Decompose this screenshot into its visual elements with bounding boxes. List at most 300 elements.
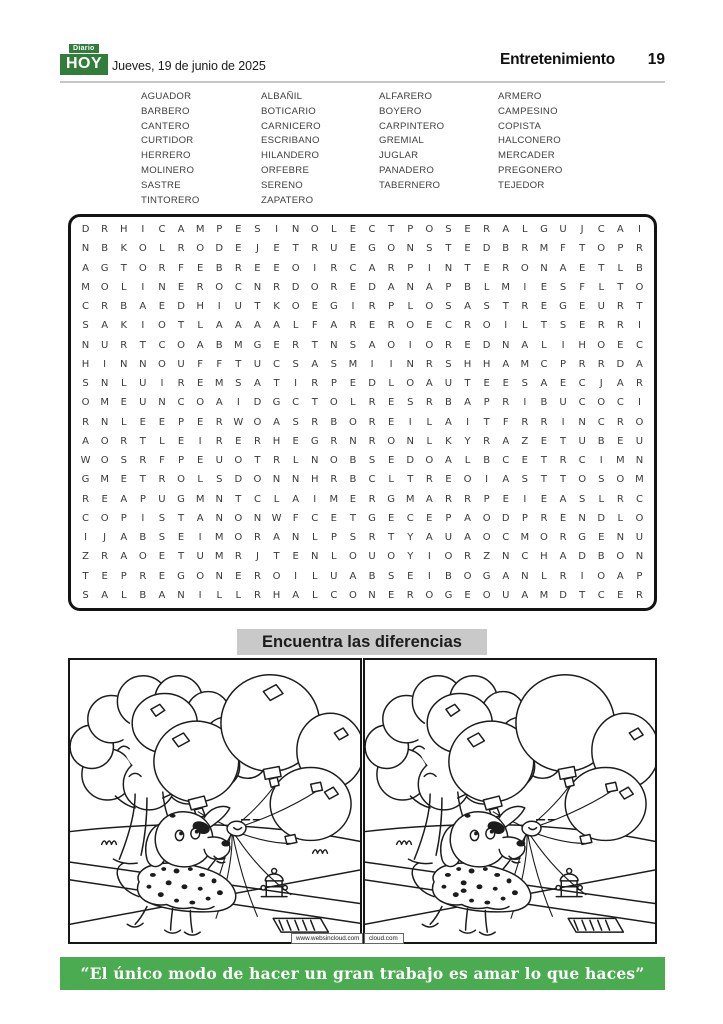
grid-cell: T <box>311 397 318 409</box>
grid-cell: S <box>407 397 414 409</box>
grid-cell: E <box>617 435 624 447</box>
grid-cell: R <box>177 243 185 255</box>
grid-cell: B <box>483 455 491 467</box>
grid-cell: R <box>234 551 242 563</box>
grid-cell: E <box>540 435 548 447</box>
grid-cell: U <box>100 339 109 351</box>
grid-cell: S <box>521 474 529 486</box>
grid-cell: E <box>254 262 261 274</box>
grid-cell: R <box>158 262 166 274</box>
grid-cell: P <box>483 493 490 505</box>
issue-date: Jueves, 19 de junio de 2025 <box>112 59 266 73</box>
grid-cell: U <box>330 570 338 582</box>
grid-cell: S <box>82 320 89 332</box>
grid-cell: E <box>617 339 624 351</box>
grid-cell: I <box>141 281 145 293</box>
grid-cell: E <box>483 262 490 274</box>
grid-cell: E <box>196 378 204 390</box>
grid-cell: B <box>445 397 452 409</box>
grid-cell: T <box>388 532 395 544</box>
grid-cell: A <box>215 320 223 332</box>
grid-cell: Y <box>407 551 414 563</box>
grid-cell: R <box>464 551 472 563</box>
grid-cell: R <box>387 320 395 332</box>
grid-cell: B <box>120 301 128 313</box>
grid-cell: R <box>521 243 529 255</box>
grid-cell: E <box>330 512 337 524</box>
grid-cell: T <box>292 243 299 255</box>
grid-cell: R <box>215 435 223 447</box>
word-item: CAMPESINO <box>498 105 558 117</box>
grid-cell: F <box>159 455 165 467</box>
grid-cell: U <box>253 358 262 370</box>
grid-cell: G <box>368 512 376 524</box>
grid-cell: E <box>502 493 509 505</box>
grid-cell: M <box>539 243 549 255</box>
grid-cell: C <box>597 589 605 601</box>
grid-cell: R <box>559 532 567 544</box>
grid-cell: A <box>120 532 128 544</box>
grid-cell: E <box>158 416 166 428</box>
grid-cell: B <box>597 435 605 447</box>
grid-cell: R <box>444 339 452 351</box>
grid-cell: C <box>578 378 586 390</box>
grid-cell: I <box>427 262 431 274</box>
grid-cell: L <box>216 589 223 601</box>
grid-cell: A <box>196 339 204 351</box>
grid-cell: E <box>521 455 528 467</box>
grid-cell: N <box>291 474 300 486</box>
grid-cell: A <box>425 378 433 390</box>
word-search-grid <box>68 214 657 611</box>
grid-cell: A <box>254 378 261 390</box>
grid-cell: P <box>139 493 146 505</box>
grid-cell: O <box>616 551 625 563</box>
grid-cell: C <box>368 474 376 486</box>
grid-cell: G <box>540 224 548 236</box>
grid-cell: D <box>368 378 376 390</box>
grid-cell: T <box>254 455 261 467</box>
grid-cell: N <box>406 435 414 447</box>
grid-cell: D <box>559 589 567 601</box>
grid-cell: S <box>158 532 166 544</box>
grid-cell: E <box>196 416 204 428</box>
grid-cell: K <box>120 320 128 332</box>
grid-cell: O <box>349 589 357 601</box>
grid-cell: E <box>559 512 567 524</box>
grid-cell: I <box>313 493 317 505</box>
grid-cell: E <box>349 281 357 293</box>
grid-cell: U <box>444 532 453 544</box>
grid-cell: O <box>425 455 434 467</box>
grid-cell: E <box>617 589 624 601</box>
grid-cell: J <box>103 532 107 544</box>
grid-cell: T <box>598 262 605 274</box>
grid-cell: E <box>578 320 586 332</box>
grid-cell: I <box>103 358 107 370</box>
logo-main-label: HOY <box>60 54 108 75</box>
grid-cell: H <box>463 358 472 370</box>
grid-cell: M <box>520 532 530 544</box>
grid-cell: A <box>292 493 300 505</box>
grid-cell: D <box>597 512 606 524</box>
grid-cell: E <box>158 551 166 563</box>
grid-cell: O <box>138 551 147 563</box>
grid-cell: E <box>196 455 204 467</box>
grid-cell: S <box>82 378 89 390</box>
grid-cell: A <box>616 570 624 582</box>
grid-cell: N <box>81 243 90 255</box>
grid-cell: I <box>637 224 641 236</box>
word-item: CANTERO <box>141 120 190 132</box>
grid-cell: O <box>196 570 205 582</box>
grid-cell: E <box>273 262 280 274</box>
grid-cell: N <box>578 416 586 428</box>
grid-cell: R <box>616 320 624 332</box>
grid-cell: C <box>540 358 548 370</box>
grid-cell: O <box>387 435 396 447</box>
grid-cell: I <box>275 224 279 236</box>
grid-cell: O <box>482 320 491 332</box>
grid-cell: D <box>578 551 586 563</box>
grid-cell: O <box>616 474 625 486</box>
grid-cell: R <box>616 416 624 428</box>
grid-cell: C <box>82 512 90 524</box>
grid-cell: D <box>81 224 90 236</box>
grid-cell: T <box>540 320 547 332</box>
grid-cell: R <box>616 493 624 505</box>
grid-cell: N <box>253 512 262 524</box>
grid-cell: O <box>597 243 606 255</box>
grid-cell: E <box>120 474 127 486</box>
grid-cell: A <box>254 320 261 332</box>
grid-cell: E <box>235 243 242 255</box>
grid-cell: O <box>158 320 166 332</box>
grid-cell: E <box>464 243 471 255</box>
quote-banner: “El único modo de hacer un gran trabajo es amar lo que haces” <box>60 957 665 990</box>
grid-cell: C <box>406 512 414 524</box>
grid-cell: I <box>141 224 145 236</box>
grid-cell: Y <box>407 532 414 544</box>
grid-cell: A <box>559 493 567 505</box>
grid-cell: D <box>501 512 510 524</box>
grid-cell: R <box>196 281 204 293</box>
grid-cell: B <box>636 262 643 274</box>
grid-cell: I <box>580 570 584 582</box>
grid-cell: C <box>330 589 338 601</box>
grid-cell: F <box>579 281 586 293</box>
grid-cell: O <box>349 551 357 563</box>
grid-cell: M <box>81 281 90 293</box>
grid-cell: E <box>349 243 357 255</box>
grid-cell: O <box>578 474 587 486</box>
grid-cell: R <box>349 320 357 332</box>
grid-cell: R <box>464 320 472 332</box>
grid-cell: T <box>579 243 586 255</box>
grid-cell: R <box>406 589 414 601</box>
grid-cell: S <box>483 301 490 313</box>
grid-cell: S <box>559 281 567 293</box>
grid-cell: D <box>215 243 224 255</box>
grid-cell: A <box>502 474 510 486</box>
difference-image-left <box>68 658 362 944</box>
grid-cell: E <box>311 301 318 313</box>
grid-cell: O <box>463 570 472 582</box>
grid-cell: P <box>120 512 127 524</box>
grid-cell: T <box>82 570 89 582</box>
grid-cell: A <box>502 358 510 370</box>
grid-cell: R <box>540 512 548 524</box>
grid-cell: A <box>273 416 280 428</box>
grid-cell: B <box>445 570 452 582</box>
grid-cell: L <box>331 224 337 236</box>
grid-cell: R <box>311 378 319 390</box>
grid-cell: T <box>139 474 146 486</box>
grid-cell: G <box>482 570 491 582</box>
grid-cell: E <box>426 512 433 524</box>
grid-cell: R <box>82 416 90 428</box>
grid-cell: P <box>521 512 528 524</box>
grid-cell: I <box>561 339 565 351</box>
grid-cell: E <box>502 378 509 390</box>
word-item: MOLINERO <box>141 164 195 176</box>
grid-cell: I <box>523 397 527 409</box>
grid-cell: P <box>445 281 452 293</box>
grid-cell: R <box>120 435 128 447</box>
grid-cell: R <box>158 474 166 486</box>
grid-cell: E <box>426 320 433 332</box>
grid-cell: C <box>444 320 452 332</box>
grid-cell: M <box>214 532 224 544</box>
grid-cell: L <box>483 281 490 293</box>
difference-extra-spot <box>461 889 467 893</box>
grid-cell: L <box>197 320 203 332</box>
grid-cell: L <box>311 589 318 601</box>
grid-cell: I <box>313 262 317 274</box>
word-item: COPISTA <box>498 120 542 132</box>
grid-cell: E <box>235 224 242 236</box>
grid-cell: M <box>616 455 625 467</box>
grid-cell: A <box>425 493 433 505</box>
grid-cell: T <box>177 512 185 524</box>
word-item: ALBAÑIL <box>261 91 303 102</box>
logo-top-label: Diario <box>69 44 99 53</box>
grid-cell: L <box>522 320 528 332</box>
grid-cell: I <box>217 301 221 313</box>
grid-cell: O <box>540 532 548 544</box>
grid-cell: S <box>445 358 452 370</box>
grid-cell: L <box>598 493 605 505</box>
grid-cell: O <box>597 570 606 582</box>
grid-cell: L <box>197 474 203 486</box>
word-item: MERCADER <box>498 150 555 162</box>
grid-cell: R <box>368 493 376 505</box>
grid-cell: A <box>521 339 529 351</box>
grid-cell: C <box>234 281 242 293</box>
word-list-column <box>261 90 379 208</box>
grid-cell: B <box>330 416 338 428</box>
word-item: BARBERO <box>141 105 190 117</box>
grid-cell: S <box>368 455 376 467</box>
grid-cell: O <box>234 455 243 467</box>
grid-cell: K <box>273 301 280 313</box>
grid-cell: O <box>520 262 529 274</box>
grid-cell: T <box>235 493 242 505</box>
grid-cell: N <box>406 243 414 255</box>
grid-cell: B <box>215 339 223 351</box>
grid-cell: N <box>616 532 625 544</box>
grid-cell: P <box>178 416 185 428</box>
grid-cell: H <box>272 589 281 601</box>
grid-cell: T <box>273 378 280 390</box>
grid-cell: E <box>559 378 567 390</box>
grid-cell: O <box>196 243 205 255</box>
grid-cell: C <box>521 551 529 563</box>
grid-cell: M <box>100 474 109 486</box>
grid-cell: O <box>425 224 434 236</box>
grid-cell: W <box>271 512 282 524</box>
grid-cell: D <box>482 339 491 351</box>
grid-cell: C <box>273 358 281 370</box>
grid-cell: N <box>139 358 147 370</box>
grid-cell: B <box>540 397 548 409</box>
grid-cell: I <box>523 493 527 505</box>
grid-cell: M <box>195 493 205 505</box>
word-item: CURTIDOR <box>141 135 194 147</box>
grid-cell: E <box>177 435 185 447</box>
grid-cell: F <box>292 512 299 524</box>
grid-cell: A <box>425 281 433 293</box>
grid-cell: E <box>407 570 414 582</box>
grid-cell: R <box>540 416 548 428</box>
grid-cell: E <box>387 589 395 601</box>
grid-cell: R <box>253 589 261 601</box>
grid-cell: F <box>311 320 318 332</box>
grid-cell: N <box>578 512 586 524</box>
grid-cell: B <box>139 589 147 601</box>
grid-cell: T <box>464 378 471 390</box>
grid-cell: J <box>580 224 584 236</box>
grid-cell: A <box>464 397 471 409</box>
grid-cell: M <box>635 474 644 486</box>
grid-cell: S <box>349 339 357 351</box>
grid-cell: N <box>368 589 376 601</box>
grid-cell: R <box>368 397 376 409</box>
grid-cell: S <box>445 224 452 236</box>
grid-cell: O <box>406 378 415 390</box>
grid-cell: G <box>387 493 396 505</box>
grid-cell: E <box>349 224 357 236</box>
grid-cell: F <box>560 243 566 255</box>
grid-cell: I <box>599 455 603 467</box>
grid-cell: A <box>368 262 376 274</box>
grid-cell: R <box>253 570 261 582</box>
word-item: HALCONERO <box>498 135 562 147</box>
grid-cell: T <box>388 224 395 236</box>
grid-cell: C <box>253 493 261 505</box>
grid-cell: R <box>368 301 376 313</box>
grid-cell: T <box>445 243 452 255</box>
grid-cell: R <box>464 493 472 505</box>
grid-cell: C <box>311 512 319 524</box>
grid-cell: P <box>483 397 490 409</box>
grid-cell: E <box>540 301 548 313</box>
grid-cell: N <box>330 339 338 351</box>
grid-cell: L <box>311 570 318 582</box>
grid-cell: R <box>330 262 338 274</box>
word-item: PANADERO <box>379 164 435 176</box>
grid-cell: F <box>178 262 184 274</box>
grid-cell: S <box>426 243 433 255</box>
grid-cell: B <box>215 262 223 274</box>
grid-cell: T <box>139 435 146 447</box>
grid-cell: U <box>444 378 453 390</box>
page-number: 19 <box>647 51 665 68</box>
word-item: TABERNERO <box>379 179 441 191</box>
grid-cell: O <box>597 397 606 409</box>
grid-cell: E <box>387 397 395 409</box>
grid-cell: S <box>598 474 605 486</box>
grid-cell: E <box>540 281 548 293</box>
grid-cell: R <box>483 224 491 236</box>
grid-cell: A <box>330 320 338 332</box>
grid-cell: G <box>310 435 319 447</box>
grid-cell: O <box>425 589 434 601</box>
grid-cell: A <box>120 493 128 505</box>
difference-image-right <box>363 658 657 944</box>
grid-cell: U <box>502 589 510 601</box>
grid-cell: P <box>636 570 643 582</box>
grid-cell: R <box>616 301 624 313</box>
grid-cell: S <box>387 570 395 582</box>
grid-cell: M <box>195 224 205 236</box>
grid-cell: A <box>636 358 643 370</box>
grid-cell: U <box>597 301 605 313</box>
grid-cell: R <box>101 551 109 563</box>
grid-cell: N <box>311 455 319 467</box>
grid-cell: E <box>177 281 185 293</box>
grid-cell: O <box>329 455 338 467</box>
grid-cell: C <box>368 224 376 236</box>
difference-patch-balloon-highlight <box>555 682 583 704</box>
word-item: CARNICERO <box>261 120 321 132</box>
grid-cell: U <box>234 301 242 313</box>
grid-cell: I <box>198 532 202 544</box>
grid-cell: J <box>599 378 603 390</box>
grid-cell: T <box>559 474 567 486</box>
grid-cell: C <box>502 532 510 544</box>
grid-cell: A <box>82 262 89 274</box>
grid-cell: L <box>292 320 299 332</box>
grid-cell: F <box>502 416 509 428</box>
grid-cell: R <box>559 455 567 467</box>
grid-cell: K <box>445 435 452 447</box>
grid-cell: N <box>502 551 510 563</box>
grid-cell: G <box>368 243 376 255</box>
grid-cell: B <box>349 474 357 486</box>
differences-title: Encuentra las diferencias <box>237 629 487 655</box>
grid-cell: C <box>597 224 605 236</box>
grid-cell: E <box>445 474 452 486</box>
grid-cell: O <box>482 512 491 524</box>
word-item: PREGONERO <box>498 164 563 176</box>
grid-cell: C <box>578 455 586 467</box>
grid-cell: I <box>294 378 298 390</box>
grid-cell: N <box>215 493 223 505</box>
grid-cell: T <box>559 435 567 447</box>
grid-cell: E <box>273 339 280 351</box>
grid-cell: A <box>445 455 452 467</box>
